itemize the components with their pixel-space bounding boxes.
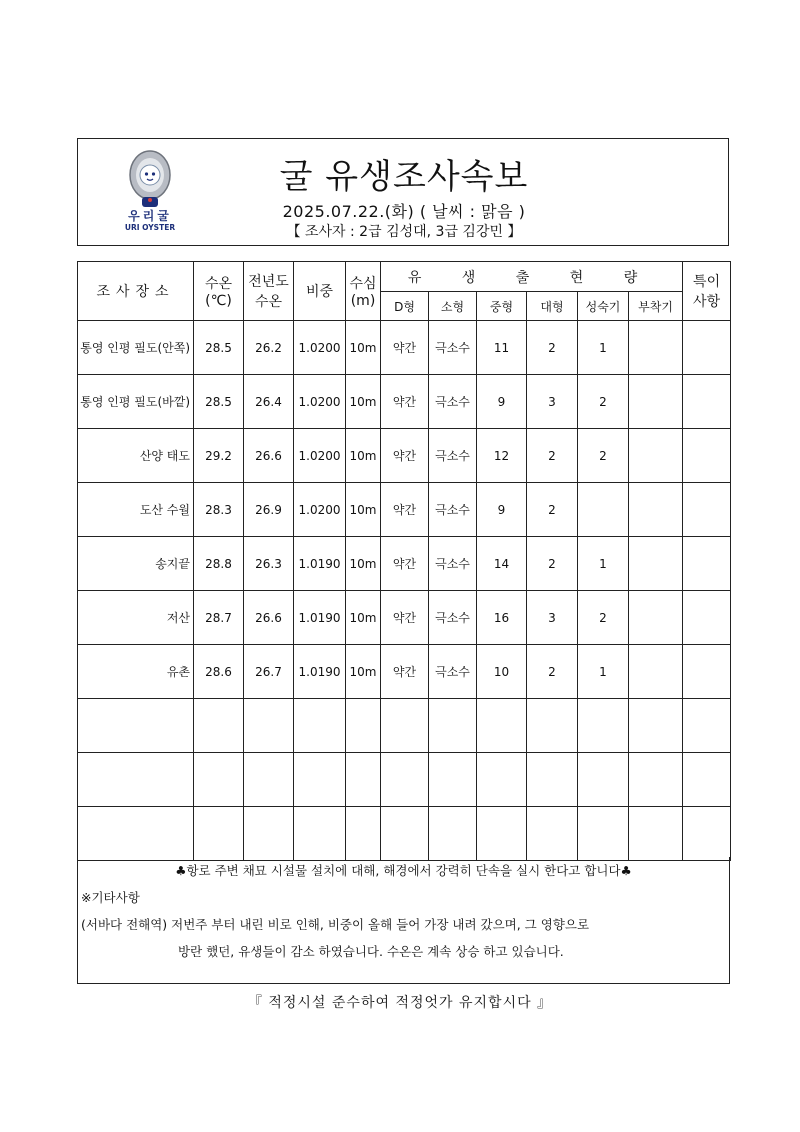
cell-d-type: 약간 bbox=[381, 429, 429, 483]
cell-small: 극소수 bbox=[429, 429, 477, 483]
page-title: 굴 유생조사속보 bbox=[279, 157, 529, 197]
cell-attached bbox=[629, 429, 683, 483]
header-attached: 부착기 bbox=[629, 292, 683, 321]
header-mature: 성숙기 bbox=[578, 292, 629, 321]
cell-depth: 10m bbox=[346, 591, 381, 645]
header-location: 조사장소 bbox=[78, 262, 194, 321]
cell-location: 산양 태도 bbox=[78, 429, 194, 483]
cell-water-temp: 28.7 bbox=[194, 591, 244, 645]
cell-remarks bbox=[683, 321, 731, 375]
header-medium: 중형 bbox=[477, 292, 527, 321]
footer-slogan: 『 적정시설 준수하여 적정엇가 유지합시다 』 bbox=[247, 995, 553, 1011]
cell-location: 저산 bbox=[78, 591, 194, 645]
enforcement-notice: ♣항로 주변 채묘 시설물 설치에 대해, 해경에서 강력히 단속을 실시 한다고 합니다♣ bbox=[175, 863, 632, 878]
cell-d-type: 약간 bbox=[381, 375, 429, 429]
cell-d-type: 약간 bbox=[381, 537, 429, 591]
table-row bbox=[78, 537, 731, 591]
etc-line-1: (서바다 전해역) 저번주 부터 내린 비로 인해, 비중이 올해 들어 가장 내려 갔으며, 그 영향으로 bbox=[81, 917, 590, 932]
table-row bbox=[78, 645, 731, 699]
cell-mature: 2 bbox=[578, 429, 629, 483]
cell-medium: 16 bbox=[477, 591, 527, 645]
cell-location: 송지끝 bbox=[78, 537, 194, 591]
cell-location: 통영 인평 필도(안쪽) bbox=[78, 321, 194, 375]
table-row bbox=[78, 591, 731, 645]
etc-title: ※기타사항 bbox=[81, 890, 140, 905]
cell-depth: 10m bbox=[346, 429, 381, 483]
cell-large: 2 bbox=[527, 321, 578, 375]
cell-attached bbox=[629, 645, 683, 699]
cell-large: 3 bbox=[527, 375, 578, 429]
cell-medium: 9 bbox=[477, 483, 527, 537]
cell-remarks bbox=[683, 429, 731, 483]
header-d-type: D형 bbox=[381, 292, 429, 321]
cell-water-temp: 28.6 bbox=[194, 645, 244, 699]
report-header bbox=[77, 138, 729, 246]
cell-small: 극소수 bbox=[429, 483, 477, 537]
cell-prev-year-temp: 26.9 bbox=[244, 483, 294, 537]
cell-mature: 2 bbox=[578, 591, 629, 645]
cell-prev-year-temp: 26.7 bbox=[244, 645, 294, 699]
cell-water-temp: 28.3 bbox=[194, 483, 244, 537]
header-small: 소형 bbox=[429, 292, 477, 321]
header-depth: 수심 (m) bbox=[346, 262, 381, 321]
cell-specific-gravity: 1.0200 bbox=[294, 321, 346, 375]
header-prev-year-temp: 전년도 수온 bbox=[244, 262, 294, 321]
cell-remarks bbox=[683, 537, 731, 591]
cell-medium: 14 bbox=[477, 537, 527, 591]
table-row bbox=[78, 483, 731, 537]
cell-remarks bbox=[683, 375, 731, 429]
surveyor-info: 【 조사자 : 2급 김성대, 3급 김강민 】 bbox=[286, 224, 522, 240]
cell-specific-gravity: 1.0190 bbox=[294, 591, 346, 645]
cell-prev-year-temp: 26.4 bbox=[244, 375, 294, 429]
report-date: 2025.07.22.(화) ( 날씨 : 맑음 ) bbox=[282, 202, 526, 221]
cell-mature: 1 bbox=[578, 321, 629, 375]
cell-medium: 12 bbox=[477, 429, 527, 483]
larvae-survey-table bbox=[77, 261, 731, 861]
cell-depth: 10m bbox=[346, 375, 381, 429]
cell-location: 통영 인평 필도(바깥) bbox=[78, 375, 194, 429]
table-row bbox=[78, 321, 731, 375]
cell-remarks bbox=[683, 483, 731, 537]
cell-mature: 2 bbox=[578, 375, 629, 429]
cell-prev-year-temp: 26.3 bbox=[244, 537, 294, 591]
cell-large: 2 bbox=[527, 537, 578, 591]
cell-attached bbox=[629, 537, 683, 591]
cell-mature: 1 bbox=[578, 537, 629, 591]
header-specific-gravity: 비중 bbox=[294, 262, 346, 321]
cell-small: 극소수 bbox=[429, 645, 477, 699]
cell-specific-gravity: 1.0200 bbox=[294, 429, 346, 483]
logo-name: 우리굴 bbox=[128, 209, 172, 223]
cell-medium: 10 bbox=[477, 645, 527, 699]
cell-mature bbox=[578, 483, 629, 537]
cell-attached bbox=[629, 483, 683, 537]
header-larvae-group: 유 생 출 현 량 bbox=[381, 262, 683, 292]
etc-line-2: 방란 했던, 유생들이 감소 하였습니다. 수온은 계속 상승 하고 있습니다. bbox=[178, 944, 564, 959]
empty-row bbox=[78, 699, 731, 753]
cell-location: 도산 수월 bbox=[78, 483, 194, 537]
cell-depth: 10m bbox=[346, 483, 381, 537]
cell-mature: 1 bbox=[578, 645, 629, 699]
cell-prev-year-temp: 26.2 bbox=[244, 321, 294, 375]
cell-d-type: 약간 bbox=[381, 483, 429, 537]
cell-small: 극소수 bbox=[429, 537, 477, 591]
cell-d-type: 약간 bbox=[381, 321, 429, 375]
cell-large: 2 bbox=[527, 429, 578, 483]
cell-small: 극소수 bbox=[429, 321, 477, 375]
header-large: 대형 bbox=[527, 292, 578, 321]
cell-large: 2 bbox=[527, 483, 578, 537]
cell-attached bbox=[629, 375, 683, 429]
cell-remarks bbox=[683, 591, 731, 645]
notes-section bbox=[77, 857, 730, 984]
cell-attached bbox=[629, 321, 683, 375]
table-row bbox=[78, 429, 731, 483]
cell-depth: 10m bbox=[346, 321, 381, 375]
cell-d-type: 약간 bbox=[381, 591, 429, 645]
cell-water-temp: 29.2 bbox=[194, 429, 244, 483]
cell-d-type: 약간 bbox=[381, 645, 429, 699]
cell-small: 극소수 bbox=[429, 591, 477, 645]
cell-large: 3 bbox=[527, 591, 578, 645]
cell-depth: 10m bbox=[346, 537, 381, 591]
empty-row bbox=[78, 753, 731, 807]
cell-medium: 11 bbox=[477, 321, 527, 375]
cell-specific-gravity: 1.0190 bbox=[294, 645, 346, 699]
cell-prev-year-temp: 26.6 bbox=[244, 591, 294, 645]
table-row bbox=[78, 375, 731, 429]
header-water-temp: 수온 (℃) bbox=[194, 262, 244, 321]
cell-small: 극소수 bbox=[429, 375, 477, 429]
cell-specific-gravity: 1.0200 bbox=[294, 375, 346, 429]
cell-water-temp: 28.5 bbox=[194, 321, 244, 375]
cell-specific-gravity: 1.0190 bbox=[294, 537, 346, 591]
cell-attached bbox=[629, 591, 683, 645]
cell-remarks bbox=[683, 645, 731, 699]
cell-specific-gravity: 1.0200 bbox=[294, 483, 346, 537]
cell-large: 2 bbox=[527, 645, 578, 699]
cell-depth: 10m bbox=[346, 645, 381, 699]
logo-subtitle: URI OYSTER bbox=[124, 223, 176, 232]
cell-prev-year-temp: 26.6 bbox=[244, 429, 294, 483]
cell-water-temp: 28.5 bbox=[194, 375, 244, 429]
empty-row bbox=[78, 807, 731, 861]
cell-water-temp: 28.8 bbox=[194, 537, 244, 591]
cell-medium: 9 bbox=[477, 375, 527, 429]
header-remarks: 특이 사항 bbox=[683, 262, 731, 321]
cell-location: 유촌 bbox=[78, 645, 194, 699]
